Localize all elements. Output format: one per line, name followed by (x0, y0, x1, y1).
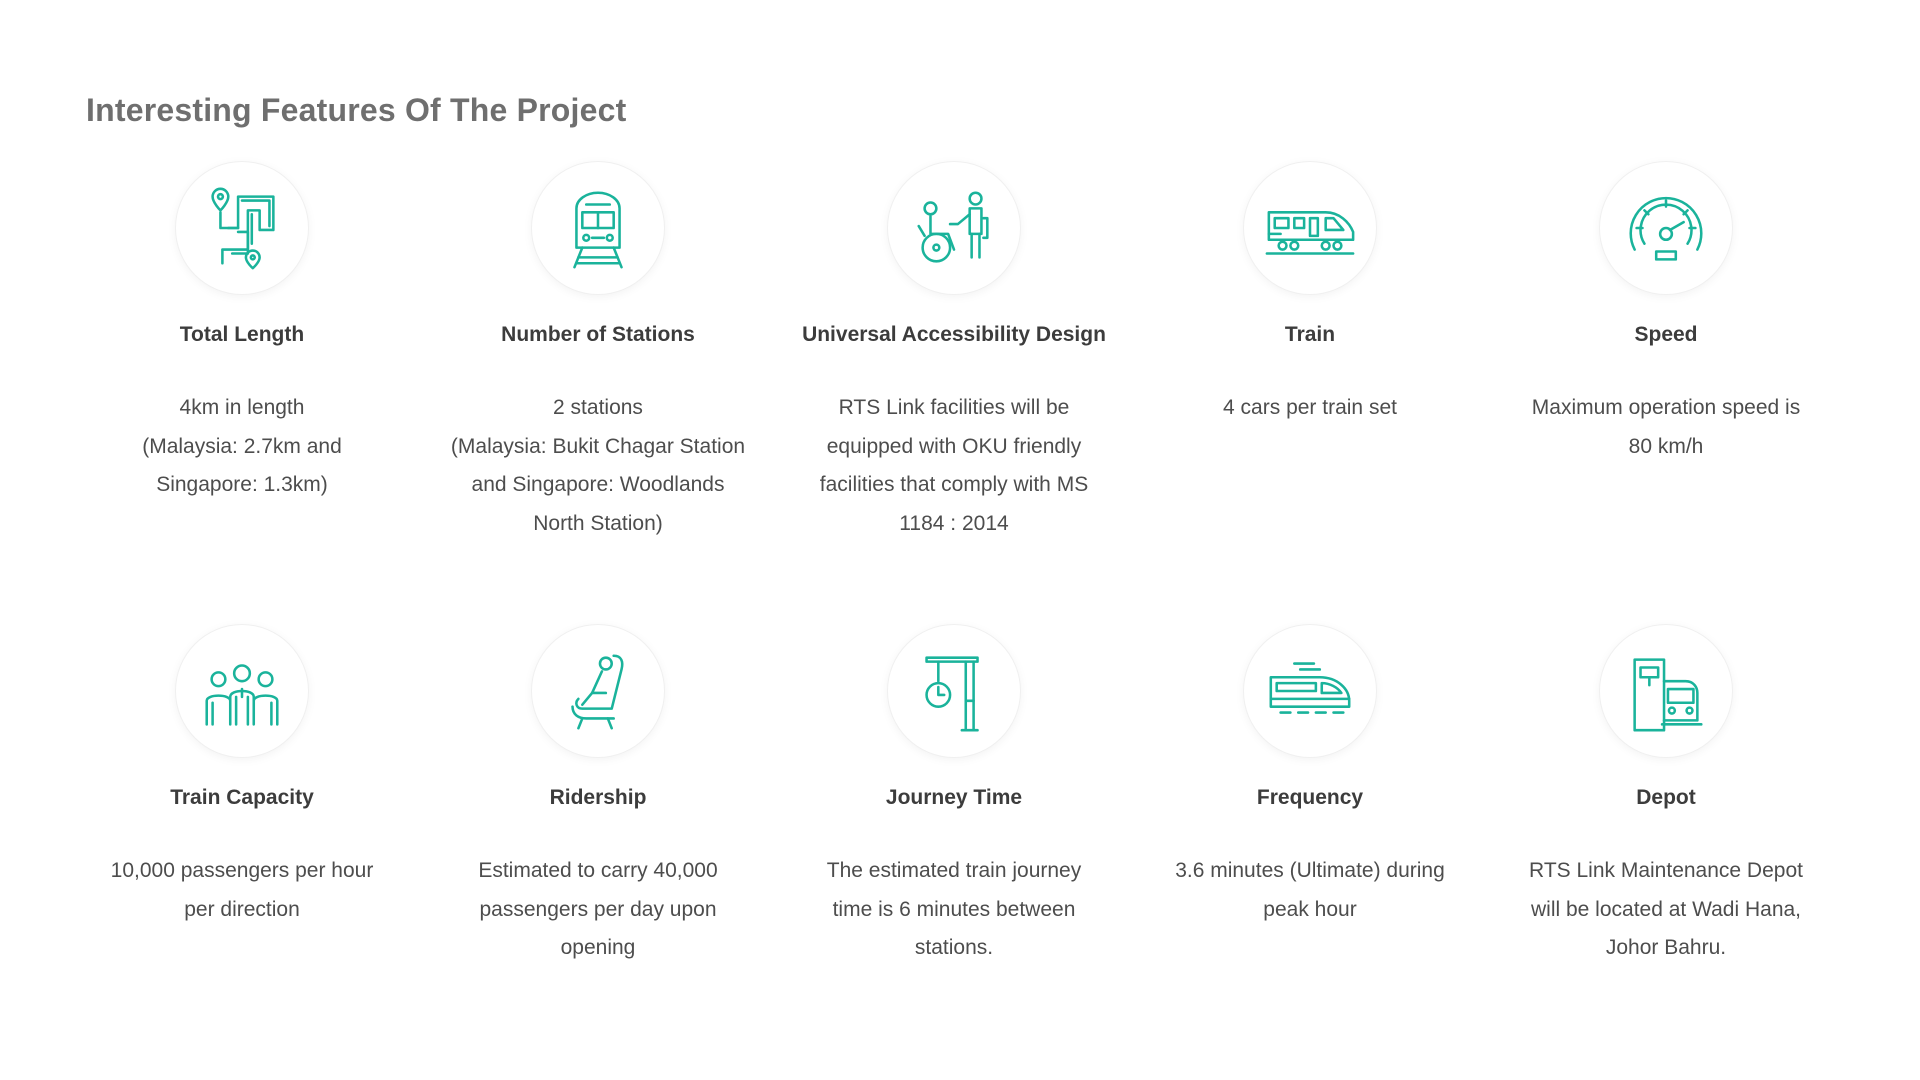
feature-title: Frequency (1256, 786, 1364, 809)
feature-description: RTS Link facilities will be equipped with OKU friendly facilities that comply with MS 1184 : 2014 (819, 396, 1089, 535)
seated-passenger-icon (532, 625, 664, 757)
feature-universal-accessibility-design (776, 162, 1132, 625)
feature-description: 4km in length (Malaysia: 2.7km and Singapore: 1.3km) (142, 396, 342, 496)
feature-description: 10,000 passengers per hour per direction (110, 859, 374, 921)
feature-title: Ridership (549, 786, 647, 809)
feature-depot (1488, 625, 1844, 1045)
feature-title: Universal Accessibility Design (802, 323, 1106, 346)
feature-title: Total Length (179, 323, 305, 346)
feature-title: Journey Time (885, 786, 1023, 809)
feature-description: RTS Link Maintenance Depot will be located at Wadi Hana, Johor Bahru. (1529, 859, 1803, 959)
features-grid (64, 162, 1844, 1045)
passengers-group-icon (176, 625, 308, 757)
speedometer-icon (1600, 162, 1732, 294)
train-side-icon (1244, 162, 1376, 294)
feature-title: Speed (1634, 323, 1698, 346)
train-front-icon (532, 162, 664, 294)
feature-train-capacity (64, 625, 420, 1045)
feature-train (1132, 162, 1488, 625)
wheelchair-assist-icon (888, 162, 1020, 294)
feature-description: Estimated to carry 40,000 passengers per day upon opening (478, 859, 718, 959)
station-clock-icon (888, 625, 1020, 757)
feature-number-of-stations (420, 162, 776, 625)
feature-title: Number of Stations (501, 323, 695, 346)
feature-description: Maximum operation speed is 80 km/h (1531, 396, 1801, 458)
feature-frequency (1132, 625, 1488, 1045)
depot-icon (1600, 625, 1732, 757)
feature-speed (1488, 162, 1844, 625)
section-title: Interesting Features Of The Project (86, 92, 627, 128)
feature-title: Train (1284, 323, 1336, 346)
route-map-icon (176, 162, 308, 294)
feature-title: Train Capacity (170, 786, 314, 809)
feature-description: The estimated train journey time is 6 minutes between stations. (826, 859, 1082, 959)
feature-description: 3.6 minutes (Ultimate) during peak hour (1175, 859, 1445, 921)
feature-title: Depot (1636, 786, 1696, 809)
feature-total-length (64, 162, 420, 625)
feature-description: 4 cars per train set (1223, 396, 1397, 419)
feature-ridership (420, 625, 776, 1045)
high-speed-train-icon (1244, 625, 1376, 757)
feature-description: 2 stations (Malaysia: Bukit Chagar Station and Singapore: Woodlands North Station) (450, 396, 746, 535)
feature-journey-time (776, 625, 1132, 1045)
